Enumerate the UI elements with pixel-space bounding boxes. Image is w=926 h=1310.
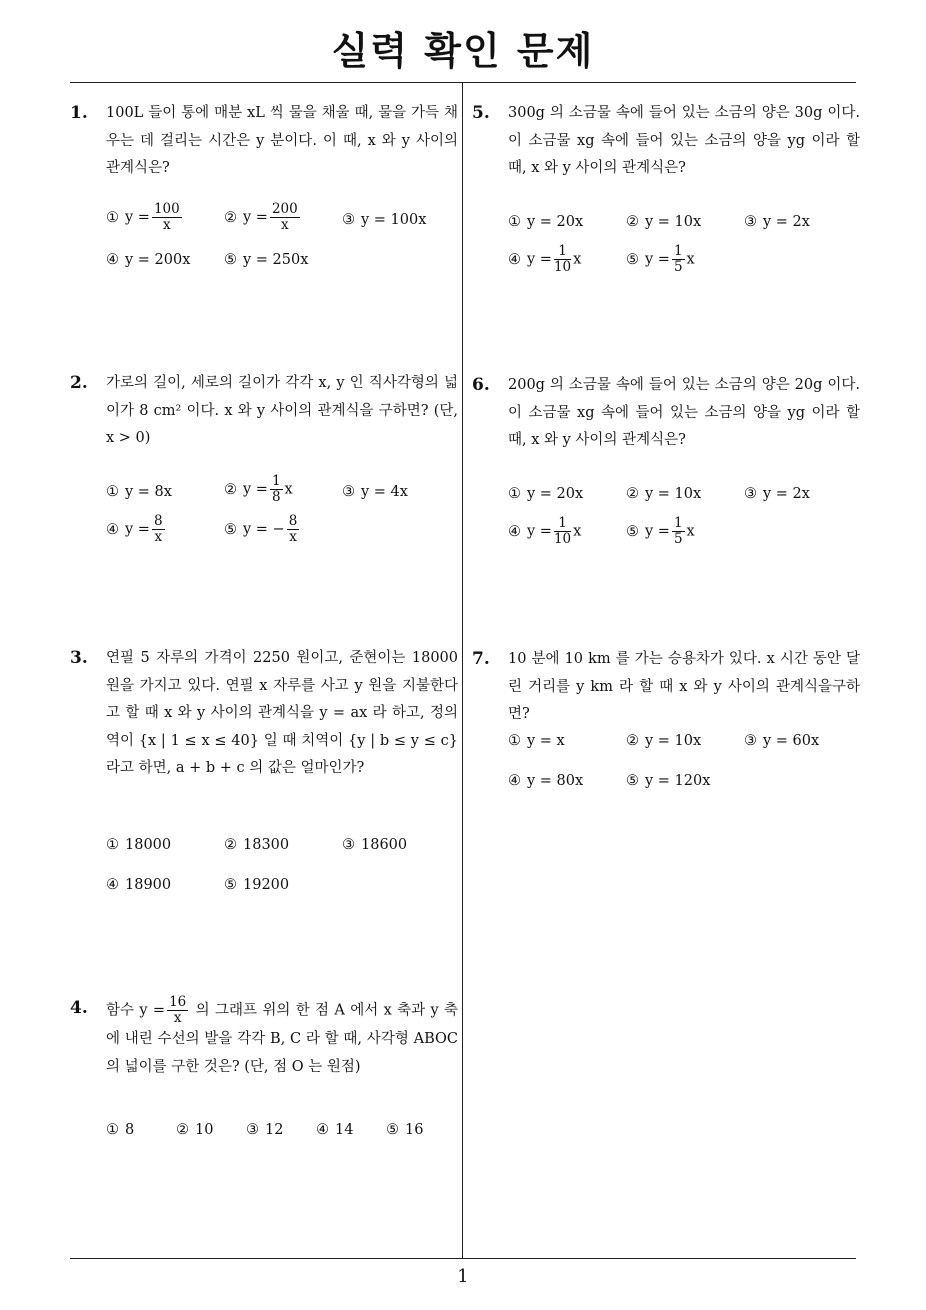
option-text: y = 20x bbox=[527, 214, 584, 230]
answer-option-3[interactable] bbox=[744, 484, 810, 504]
option-text: y = bbox=[125, 209, 150, 226]
option-text: 18900 bbox=[125, 877, 172, 893]
option-text: 16 bbox=[405, 1122, 424, 1138]
option-marker: ⑤ bbox=[224, 877, 237, 893]
answer-option-4[interactable] bbox=[106, 514, 167, 545]
fraction-numerator: 1 bbox=[554, 516, 571, 532]
option-marker: ② bbox=[626, 214, 639, 230]
stem-text: 200g 의 소금물 속에 들어 있는 소금의 양은 20g 이다. 이 소금물 xg 속에 들어 있는 소금의 양을 yg 이라 할 때, x 와 y 사이의 관계식은? bbox=[508, 377, 860, 448]
page-number: 1 bbox=[457, 1266, 469, 1287]
option-text: y = 2x bbox=[763, 486, 810, 502]
answer-option-2[interactable] bbox=[626, 731, 701, 751]
option-text: y = 120x bbox=[645, 773, 711, 789]
option-text: y = 10x bbox=[645, 486, 702, 502]
option-marker: ③ bbox=[744, 214, 757, 230]
question-number: 4. bbox=[70, 998, 88, 1018]
answer-option-3[interactable] bbox=[246, 1120, 283, 1140]
fraction-denominator: x bbox=[173, 1010, 182, 1026]
stem-text: 가로의 길이, 세로의 길이가 각각 x, y 인 직사각형의 넓이가 8 cm² 이다. x 와 y 사이의 관계식을 구하면? (단, x > 0) bbox=[106, 375, 458, 446]
option-marker: ① bbox=[106, 484, 119, 500]
answer-option-3[interactable] bbox=[744, 212, 810, 232]
answer-option-4[interactable] bbox=[508, 244, 581, 275]
option-text: 18300 bbox=[243, 837, 290, 853]
option-text: 18000 bbox=[125, 837, 172, 853]
option-text: 10 bbox=[195, 1122, 214, 1138]
option-text: 8 bbox=[125, 1122, 135, 1138]
fraction-denominator: 10 bbox=[553, 259, 572, 275]
fraction-denominator: x bbox=[281, 217, 289, 233]
answer-option-1[interactable] bbox=[106, 482, 172, 502]
answer-option-2[interactable] bbox=[626, 484, 701, 504]
question-stem bbox=[106, 995, 458, 1081]
option-suffix: x bbox=[573, 251, 582, 268]
option-marker: ② bbox=[224, 481, 237, 498]
option-marker: ② bbox=[224, 209, 237, 226]
option-text: 19200 bbox=[243, 877, 290, 893]
question-number: 3. bbox=[70, 648, 88, 668]
question-number: 2. bbox=[70, 373, 88, 393]
option-text: y = 10x bbox=[645, 214, 702, 230]
stem-prefix: 함수 y = bbox=[106, 1002, 166, 1019]
option-text: 12 bbox=[265, 1122, 284, 1138]
question-5 bbox=[472, 100, 860, 275]
option-text: y = bbox=[527, 251, 552, 268]
fraction-numerator: 16 bbox=[169, 994, 187, 1010]
fraction-numerator: 1 bbox=[271, 473, 281, 489]
option-text: y = 100x bbox=[361, 212, 427, 228]
answer-option-2[interactable] bbox=[224, 202, 302, 233]
fraction-numerator: 100 bbox=[153, 201, 180, 217]
bottom-rule bbox=[70, 1258, 856, 1259]
answer-option-1[interactable] bbox=[508, 212, 583, 232]
answer-option-5[interactable] bbox=[224, 250, 308, 270]
option-marker: ⑤ bbox=[626, 773, 639, 789]
option-text: y = 2x bbox=[763, 214, 810, 230]
answer-option-2[interactable] bbox=[224, 835, 289, 855]
option-fraction bbox=[152, 202, 182, 233]
stem-text: 300g 의 소금물 속에 들어 있는 소금의 양은 30g 이다. 이 소금물 xg 속에 들어 있는 소금의 양을 yg 이라 할 때, x 와 y 사이의 관계식은? bbox=[508, 105, 860, 176]
option-text: 18600 bbox=[361, 837, 408, 853]
option-suffix: x bbox=[284, 481, 293, 498]
fraction-denominator: x bbox=[154, 529, 163, 545]
fraction-numerator: 1 bbox=[673, 515, 683, 531]
option-marker: ④ bbox=[106, 521, 119, 538]
answer-option-3[interactable] bbox=[744, 731, 819, 751]
answer-option-1[interactable] bbox=[106, 1120, 134, 1140]
fraction-denominator: x bbox=[289, 529, 297, 545]
option-text: y = − bbox=[243, 521, 285, 538]
option-marker: ④ bbox=[508, 251, 521, 268]
option-suffix: x bbox=[686, 251, 695, 268]
option-text: 14 bbox=[335, 1122, 354, 1138]
option-suffix: x bbox=[686, 523, 695, 540]
option-text: y = 8x bbox=[125, 484, 172, 500]
answer-option-5[interactable] bbox=[224, 514, 301, 545]
answer-option-4[interactable] bbox=[508, 771, 583, 791]
option-marker: ④ bbox=[106, 252, 119, 268]
question-7 bbox=[472, 646, 860, 789]
option-text: y = bbox=[645, 251, 670, 268]
option-marker: ③ bbox=[744, 486, 757, 502]
option-fraction bbox=[672, 244, 685, 275]
answer-option-2[interactable] bbox=[224, 474, 293, 505]
option-text: y = bbox=[243, 209, 268, 226]
option-fraction bbox=[672, 516, 685, 547]
answer-option-1[interactable] bbox=[508, 484, 583, 504]
answer-option-2[interactable] bbox=[626, 212, 701, 232]
question-3 bbox=[70, 645, 458, 893]
answer-option-1[interactable] bbox=[508, 731, 565, 751]
option-marker: ③ bbox=[744, 733, 757, 749]
stem-text: 연필 5 자루의 가격이 2250 원이고, 준현이는 18000 원을 가지고 있다. 연필 x 자루를 사고 y 원을 지불한다고 할 때 x 와 y 사이의 관계식을 y = ax 라 하고, 정의역이 {x | 1 ≤ x ≤ 40} 일 때 치역이 {y | b ≤ y ≤ c} 라고 하면, a + b + c 의 값은 얼마인가? bbox=[106, 650, 458, 776]
option-suffix: x bbox=[573, 523, 582, 540]
question-stem bbox=[508, 100, 860, 183]
fraction-numerator: 200 bbox=[271, 201, 298, 217]
option-text: y = 60x bbox=[763, 733, 820, 749]
option-text: y = bbox=[527, 523, 552, 540]
answer-option-1[interactable] bbox=[106, 202, 184, 233]
answer-option-4[interactable] bbox=[316, 1120, 353, 1140]
option-fraction bbox=[270, 474, 283, 505]
option-fraction bbox=[270, 202, 300, 233]
option-marker: ③ bbox=[342, 484, 355, 500]
option-marker: ⑤ bbox=[626, 251, 639, 268]
option-marker: ⑤ bbox=[386, 1122, 399, 1138]
question-4 bbox=[70, 994, 459, 1138]
option-text: y = 80x bbox=[527, 773, 584, 789]
option-marker: ③ bbox=[342, 837, 355, 853]
top-rule bbox=[70, 82, 856, 83]
question-stem bbox=[508, 646, 860, 729]
option-marker: ③ bbox=[342, 212, 355, 228]
fraction-denominator: 5 bbox=[673, 259, 683, 275]
fraction-numerator: 8 bbox=[288, 513, 298, 529]
option-marker: ② bbox=[626, 733, 639, 749]
stem-text: 100L 들이 통에 매분 xL 씩 물을 채울 때, 물을 가득 채우는 데 걸리는 시간은 y 분이다. 이 때, x 와 y 사이의 관계식은? bbox=[106, 105, 458, 176]
answer-option-4[interactable] bbox=[106, 250, 190, 270]
option-fraction bbox=[287, 514, 300, 545]
fraction-numerator: 8 bbox=[153, 513, 163, 529]
answer-option-3[interactable] bbox=[342, 482, 408, 502]
option-marker: ③ bbox=[246, 1122, 259, 1138]
option-marker: ② bbox=[626, 486, 639, 502]
option-text: y = bbox=[645, 523, 670, 540]
option-marker: ① bbox=[106, 1122, 119, 1138]
question-stem bbox=[508, 372, 860, 455]
answer-option-2[interactable] bbox=[176, 1120, 213, 1140]
question-2 bbox=[70, 370, 458, 545]
option-marker: ② bbox=[224, 837, 237, 853]
answer-option-3[interactable] bbox=[342, 835, 407, 855]
question-number: 7. bbox=[472, 649, 490, 669]
option-marker: ① bbox=[106, 837, 119, 853]
answer-option-4[interactable] bbox=[106, 875, 171, 895]
question-stem bbox=[106, 645, 458, 783]
page-title: 실력 확인 문제 bbox=[331, 29, 595, 73]
stem-fraction bbox=[167, 995, 188, 1026]
fraction-numerator: 1 bbox=[673, 243, 683, 259]
answer-option-5[interactable] bbox=[386, 1120, 423, 1140]
stem-text: 의 그래프 위의 한 점 A 에서 x 축과 y 축에 내린 수선의 발을 각각 B, C 라 할 때, 사각형 ABOC 의 넓이를 구한 것은? (단, 점 O 는 원점) bbox=[106, 1002, 459, 1075]
option-marker: ① bbox=[508, 733, 521, 749]
option-marker: ④ bbox=[508, 523, 521, 540]
answer-option-1[interactable] bbox=[106, 835, 171, 855]
option-fraction bbox=[152, 514, 165, 545]
option-text: y = bbox=[125, 521, 150, 538]
option-text: y = 20x bbox=[527, 486, 584, 502]
option-text: y = 10x bbox=[645, 733, 702, 749]
option-marker: ⑤ bbox=[224, 252, 237, 268]
option-text: y = 200x bbox=[125, 252, 191, 268]
answer-option-5[interactable] bbox=[626, 516, 695, 547]
question-number: 6. bbox=[472, 375, 490, 395]
fraction-denominator: 8 bbox=[271, 489, 281, 505]
fraction-denominator: 10 bbox=[553, 531, 572, 547]
fraction-numerator: 1 bbox=[554, 244, 571, 260]
option-fraction bbox=[554, 244, 571, 275]
answer-option-4[interactable] bbox=[508, 516, 581, 547]
option-fraction bbox=[554, 516, 571, 547]
option-marker: ⑤ bbox=[626, 523, 639, 540]
question-6 bbox=[472, 372, 860, 547]
option-text: y = 4x bbox=[361, 484, 408, 500]
option-marker: ① bbox=[508, 214, 521, 230]
option-marker: ① bbox=[508, 486, 521, 502]
column-divider bbox=[462, 83, 463, 1258]
answer-option-3[interactable] bbox=[342, 210, 426, 230]
stem-text: 10 분에 10 km 를 가는 승용차가 있다. x 시간 동안 달린 거리를 y km 라 할 때 x 와 y 사이의 관계식을구하면? bbox=[508, 651, 860, 722]
answer-option-5[interactable] bbox=[626, 771, 710, 791]
option-marker: ⑤ bbox=[224, 521, 237, 538]
question-stem bbox=[106, 100, 458, 183]
option-marker: ④ bbox=[316, 1122, 329, 1138]
option-marker: ④ bbox=[106, 877, 119, 893]
fraction-denominator: x bbox=[163, 217, 171, 233]
option-text: y = x bbox=[527, 733, 565, 749]
answer-option-5[interactable] bbox=[626, 244, 695, 275]
question-stem bbox=[106, 370, 458, 453]
option-text: y = bbox=[243, 481, 268, 498]
option-marker: ① bbox=[106, 209, 119, 226]
question-number: 5. bbox=[472, 103, 490, 123]
option-text: y = 250x bbox=[243, 252, 309, 268]
option-marker: ④ bbox=[508, 773, 521, 789]
question-number: 1. bbox=[70, 103, 88, 123]
question-1 bbox=[70, 100, 458, 268]
option-marker: ② bbox=[176, 1122, 189, 1138]
answer-option-5[interactable] bbox=[224, 875, 289, 895]
fraction-denominator: 5 bbox=[673, 531, 683, 547]
